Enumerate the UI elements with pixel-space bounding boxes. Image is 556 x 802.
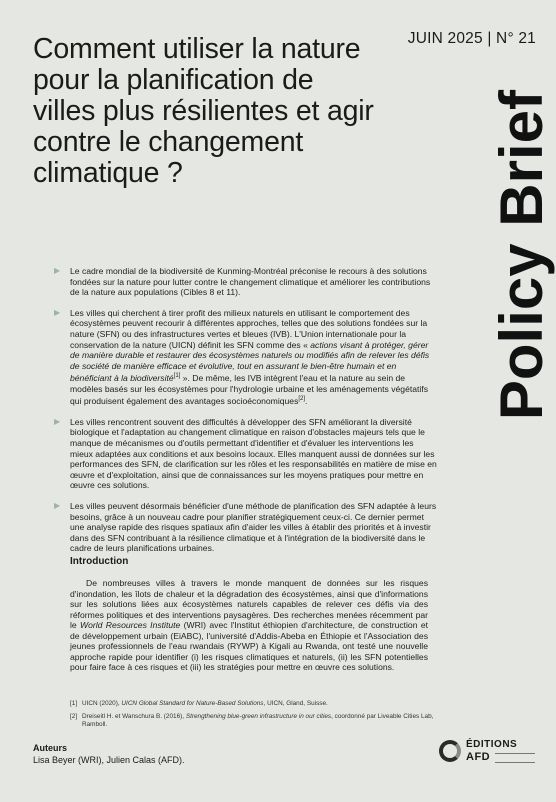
introduction-paragraph: [70, 578, 428, 673]
footnotes: [70, 700, 435, 734]
triangle-bullet-icon: ▶: [54, 307, 61, 317]
key-point-text: ». De même, les IVB intègrent l'eau et la nature au sein de modèles basés sur les écosystèmes pour l'hydrologie urbaine et les aménagements végétatifs qui produisent également des avantages socioéconomiques: [70, 373, 428, 407]
footnote-title: Strengthening blue-green infrastructure in our cities: [185, 713, 332, 720]
key-point-text: Les villes qui cherchent à tirer profit des milieux naturels en utilisant le comportement des écosystèmes peuvent recourir à différentes approches, telles que des solutions fondées sur la nature (SFN) ou des infrastructures vertes et bleues (IVB). L'Union internationale pour la conservation de la nature (UICN) définit les SFN comme des «: [70, 307, 428, 350]
key-point-text: Le cadre mondial de la biodiversité de Kunming-Montréal préconise le recours à des solutions fondées sur la nature pour lutter contre le changement climatique et améliorer les contributions de la nature aux populations (Cibles 8 et 11).: [70, 266, 431, 298]
authors-names: Lisa Beyer (WRI), Julien Calas (AFD).: [33, 755, 185, 765]
authors-label: Auteurs: [33, 743, 68, 753]
page-title: Comment utiliser la nature pour la planification de villes plus résilientes et agir contre le changement climatique ?: [33, 33, 374, 189]
issue-date-number: JUIN 2025 | N° 21: [407, 30, 536, 47]
key-point-text: .: [305, 396, 308, 407]
key-points-list: [52, 266, 437, 564]
footnote-number: [1]: [70, 700, 78, 707]
footnote-ref: [1]: [173, 373, 181, 380]
triangle-bullet-icon: ▶: [54, 266, 61, 275]
key-point: [52, 266, 437, 298]
key-point: [52, 501, 437, 554]
footnote: [70, 700, 435, 708]
key-point: [52, 308, 437, 407]
authors-block: [33, 742, 185, 766]
footnote-number: [2]: [70, 713, 78, 720]
logo-line2: AFD: [466, 751, 491, 763]
key-point-quote: actions visant à protéger, gérer de manière durable et restaurer des écosystèmes naturels ou modifiés afin de relever les défis de société de manière efficace et évolutive, tout en assurant le bien-être humain et en bénéficiant à la biodiversité: [70, 339, 430, 384]
logo-line1: ÉDITIONS: [466, 739, 518, 750]
vertical-label: Policy Brief: [488, 90, 555, 421]
footnote-ref: [2]: [298, 396, 306, 403]
triangle-bullet-icon: ▶: [54, 416, 61, 426]
key-point-text: Les villes rencontrent souvent des difficultés à développer des SFN améliorant la diversité biologique et l'adaptation au changement climatique en raison d'obstacles majeurs tels que le manque de mécanismes ou d'outils permettant d'identifier et d'évaluer les interventions les mieux adaptées aux conditions et aux besoins locaux. Elles manquent aussi de données sur les performances des SFN, de clarification sur les rôles et les responsabilités en matière de mise en œuvre et d'exploitation, ainsi que de connaissances sur les moyens pratiques pour mettre en œuvre ces solutions.: [70, 416, 437, 491]
logo-ring-icon: [439, 740, 461, 762]
footnote-title: UICN Global Standard for Nature-Based Solutions: [121, 700, 264, 707]
footnote-text: , UICN, Gland, Suisse.: [263, 700, 328, 707]
footnote-text: UICN (2020),: [82, 700, 122, 707]
footnote-text: , coordonné par Liveable Cities Lab, Ramboll.: [82, 713, 434, 728]
introduction-italic: World Resources Institute: [80, 620, 181, 630]
key-point-text: Les villes peuvent désormais bénéficier d'une méthode de planification des SFN adaptée à leurs besoins, grâce à un nouveau cadre pour planifier stratégiquement ceux-ci. Ce dernier permet une analyse rapide des risques spatiaux afin d'aider les villes à établir des priorités et à investir dans des SFN contribuant à la résilience climatique et à l'intégration de la biodiversité dans le cadre de leurs planifications urbaines.: [70, 501, 437, 554]
footnote: [70, 713, 435, 729]
logo-tagline-lines: [495, 753, 535, 763]
triangle-bullet-icon: ▶: [54, 501, 61, 510]
introduction-heading: Introduction: [70, 556, 129, 567]
editions-afd-logo: [439, 738, 539, 772]
introduction-text: De nombreuses villes à travers le monde manquent de données sur les risques d'inondation, les îlots de chaleur et la dégradation des écosystèmes, ainsi que d'informations sur les solutions liées aux écosystèmes naturels capables de relever ces défis via des réformes politiques et des interventions paysagères. Des recherches menées récemment par le: [70, 578, 428, 630]
key-point: [52, 417, 437, 491]
footnote-text: Dreiseitl H. et Wanschura B. (2016),: [82, 713, 186, 720]
introduction-text: (WRI) avec l'Institut éthiopien d'architecture, de construction et de développement urbain (EiABC), l'université d'Addis-Abeba en Éthiopie et l'Association des jeunes professionnels de l'eau rwandais (RYWP) à Kigali au Rwanda, ont testé une nouvelle approche rapide pour identifier (i) les risques climatiques et naturels, (ii) les SFN potentielles pour faire face à ces risques et (iii) les stratégies pour mettre en œuvre ces solutions.: [70, 620, 428, 672]
